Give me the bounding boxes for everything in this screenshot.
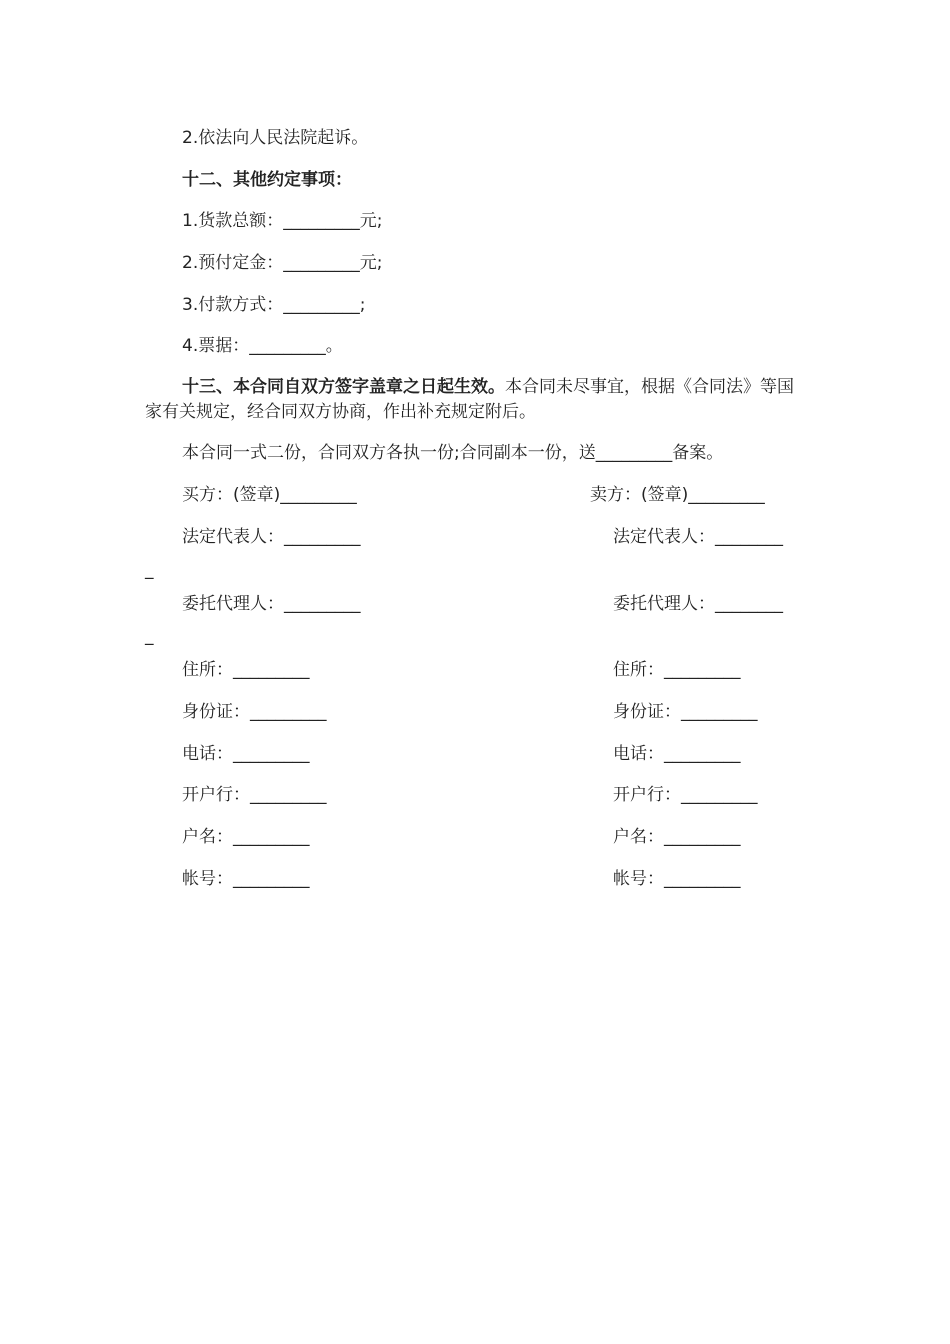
seller-legal-rep: 法定代表人：________ xyxy=(613,527,783,547)
heading-other-terms: 十二、其他约定事项： xyxy=(182,170,352,190)
clause-copies: 本合同一式二份，合同双方各执一份;合同副本一份，送_________备案。 xyxy=(182,443,724,463)
clause-effective-body: 本合同未尽事宜，根据《合同法》等国家有关规定，经合同双方协商，作出补充规定附后。 xyxy=(145,377,794,422)
buyer-bank: 开户行：_________ xyxy=(182,785,327,805)
buyer-id: 身份证：_________ xyxy=(182,702,327,722)
seller-signature: 卖方：(签章)_________ xyxy=(590,485,765,505)
item-total-payment: 1.货款总额：_________元; xyxy=(182,211,383,231)
seller-id: 身份证：_________ xyxy=(613,702,758,722)
seller-phone: 电话：_________ xyxy=(613,744,741,764)
wrap-underscore-2: _ xyxy=(145,626,154,646)
buyer-legal-rep: 法定代表人：_________ xyxy=(182,527,361,547)
seller-agent: 委托代理人：________ xyxy=(613,594,783,614)
buyer-account-name: 户名：_________ xyxy=(182,827,310,847)
seller-account-name: 户名：_________ xyxy=(613,827,741,847)
clause-effective xyxy=(145,375,805,425)
clause-lawsuit: 2.依法向人民法院起诉。 xyxy=(182,128,369,148)
wrap-underscore-1: _ xyxy=(145,560,154,580)
item-payment-method: 3.付款方式：_________; xyxy=(182,295,366,315)
buyer-address: 住所：_________ xyxy=(182,660,310,680)
buyer-account-number: 帐号：_________ xyxy=(182,869,310,889)
buyer-agent: 委托代理人：_________ xyxy=(182,594,361,614)
clause-effective-heading: 十三、本合同自双方签字盖章之日起生效。 xyxy=(182,377,505,397)
buyer-signature: 买方：(签章)_________ xyxy=(182,485,357,505)
seller-address: 住所：_________ xyxy=(613,660,741,680)
seller-account-number: 帐号：_________ xyxy=(613,869,741,889)
item-invoice: 4.票据：_________。 xyxy=(182,336,343,356)
seller-bank: 开户行：_________ xyxy=(613,785,758,805)
item-deposit: 2.预付定金：_________元; xyxy=(182,253,383,273)
buyer-phone: 电话：_________ xyxy=(182,744,310,764)
